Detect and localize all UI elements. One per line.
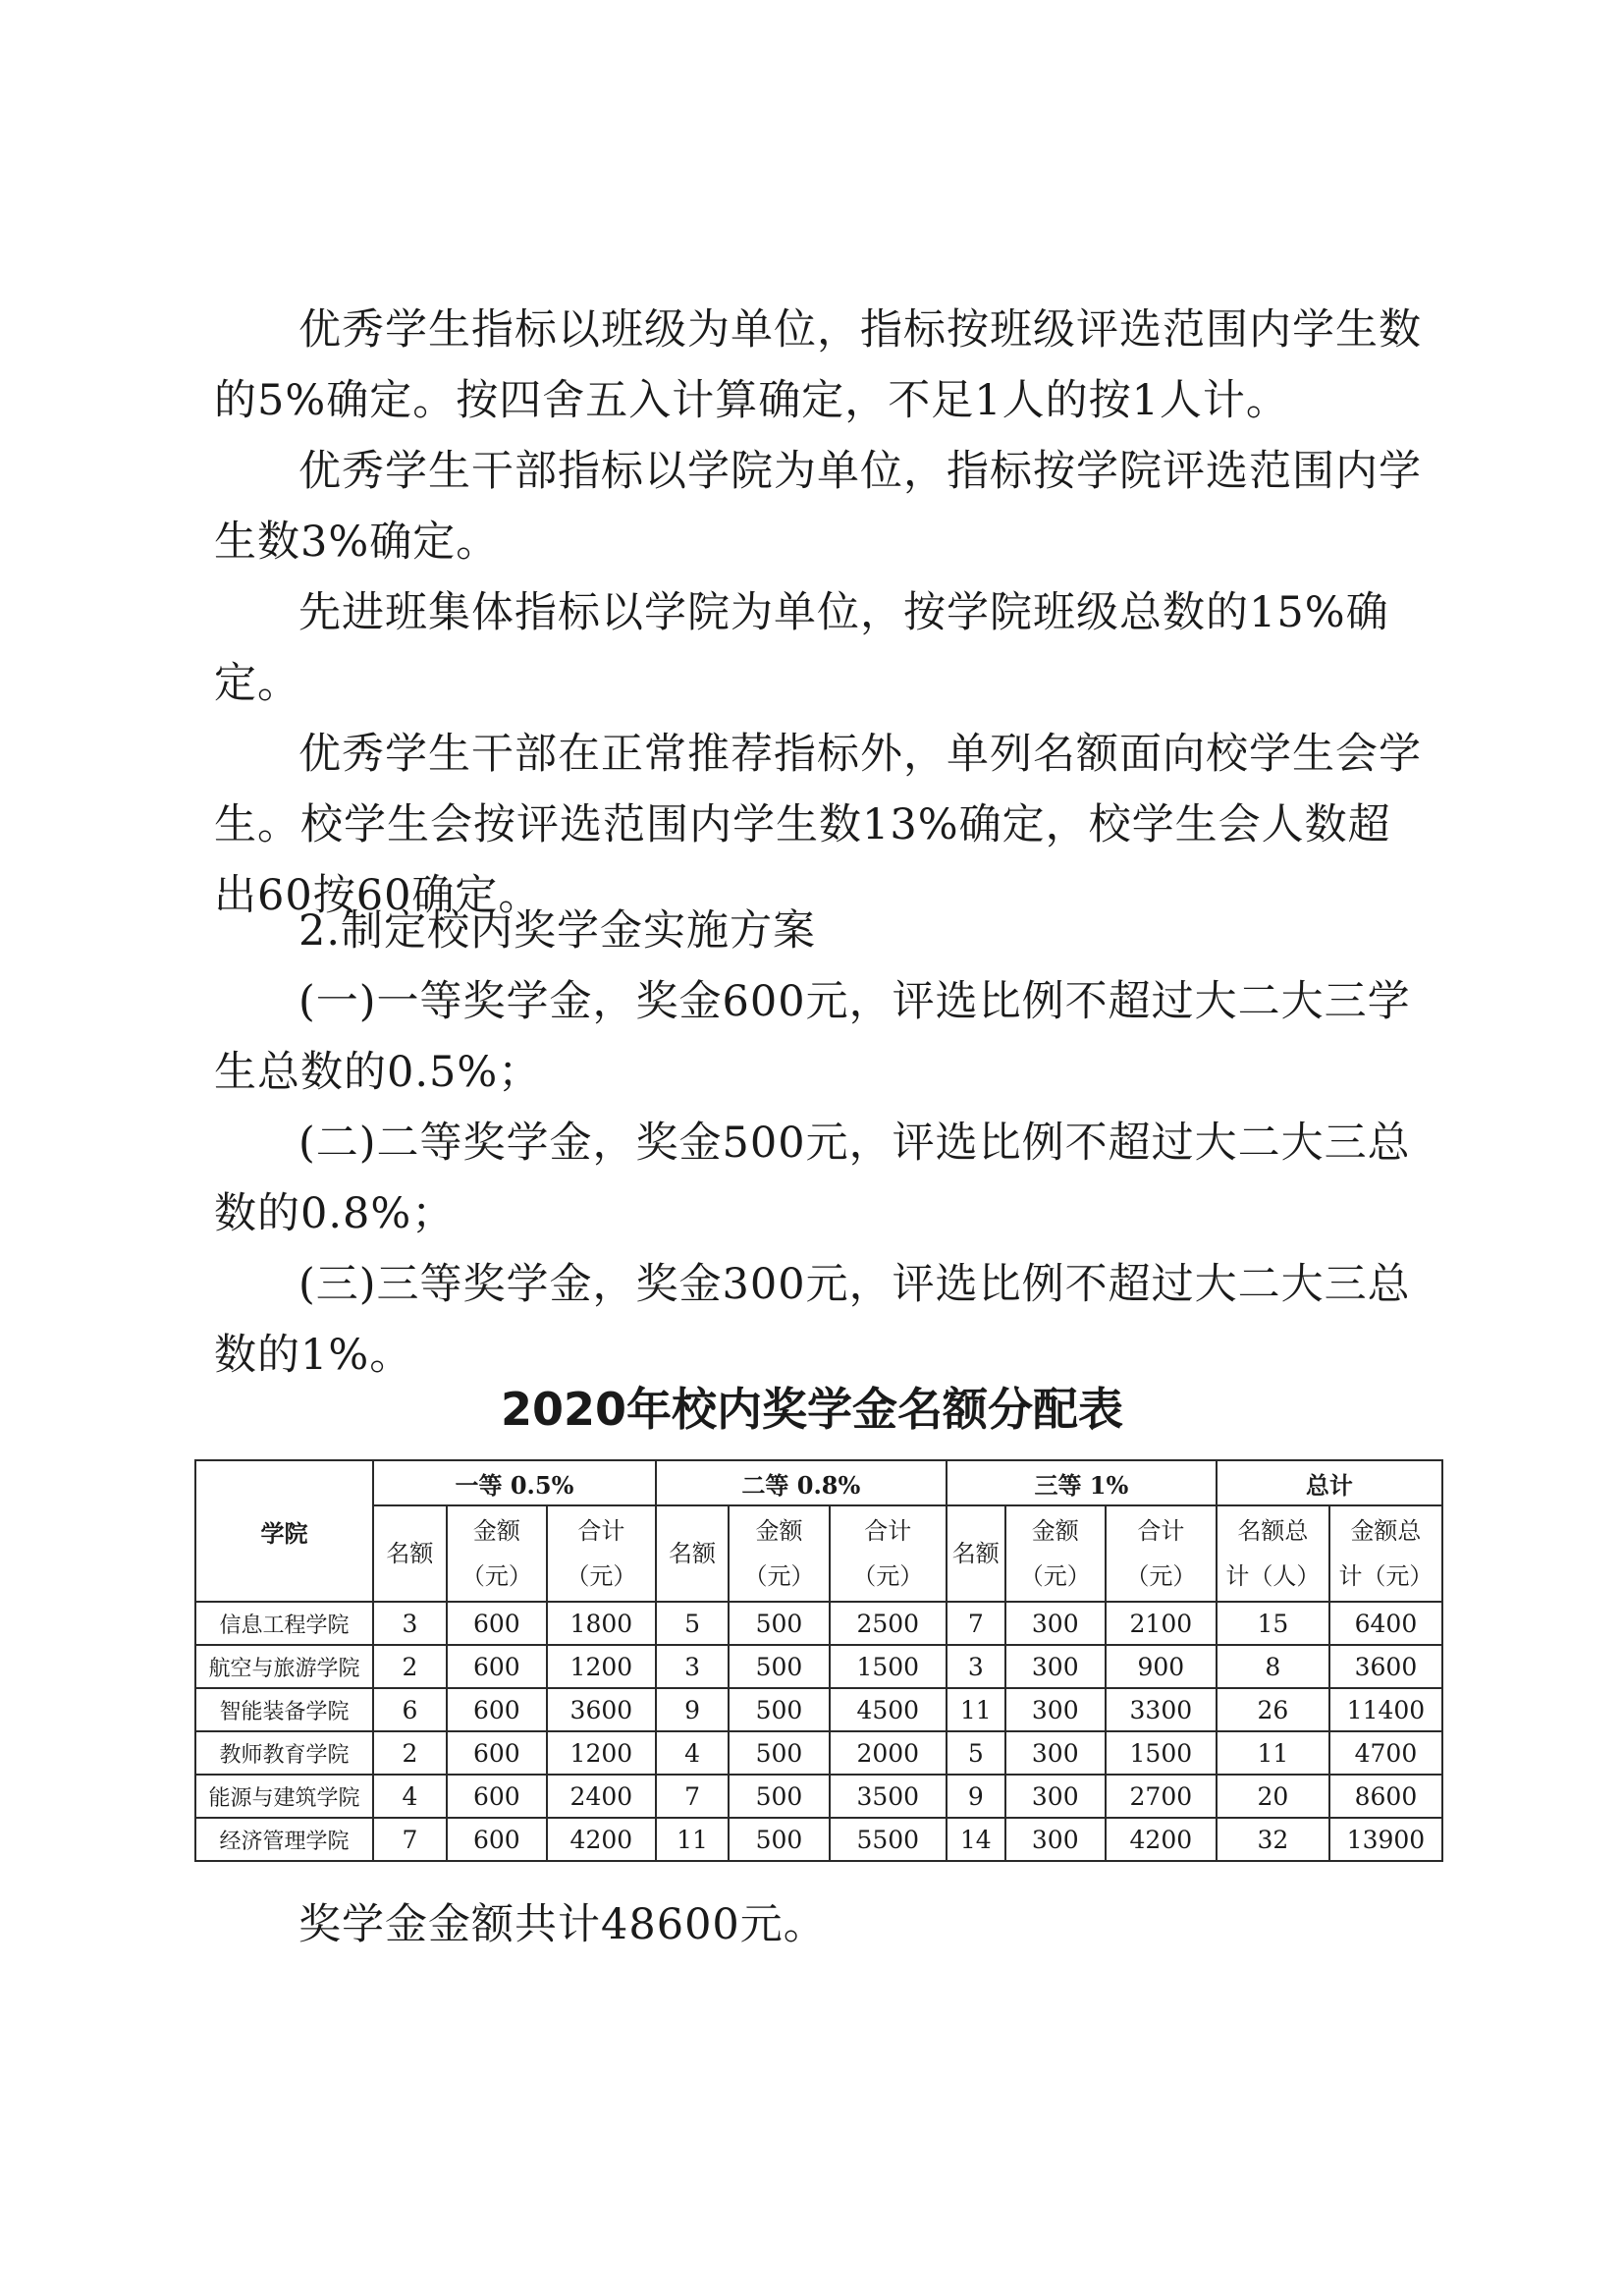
header-total: 总计 xyxy=(1217,1460,1442,1505)
scholarship-allocation-table xyxy=(194,1459,1443,1862)
paragraph-scholarship-plan: 2.制定校内奖学金实施方案 xyxy=(298,906,817,956)
cell-subtotal: 1500 xyxy=(830,1645,947,1688)
header-subtotal: 合计 （元） xyxy=(1106,1505,1217,1602)
cell-subtotal: 1500 xyxy=(1106,1731,1217,1775)
cell-sum-amount: 4700 xyxy=(1329,1731,1442,1775)
header-college: 学院 xyxy=(195,1460,373,1602)
paragraph-advanced-class: 先进班集体指标以学院为单位，按学院班级总数的15%确定。 xyxy=(214,588,1389,708)
paragraph-excellent-students: 优秀学生指标以班级为单位，指标按班级评选范围内学生数的5%确定。按四舍五入计算确定，不足1人的按1人计。 xyxy=(214,305,1422,425)
cell-amount: 500 xyxy=(729,1602,829,1645)
cell-subtotal: 3500 xyxy=(830,1775,947,1818)
header-sum-amount: 金额总 计（元） xyxy=(1329,1505,1442,1602)
cell-subtotal: 4500 xyxy=(830,1688,947,1731)
cell-sum-amount: 8600 xyxy=(1329,1775,1442,1818)
table-row xyxy=(195,1602,1442,1645)
header-count: 名额 xyxy=(947,1505,1005,1602)
cell-count: 3 xyxy=(656,1645,730,1688)
table-row xyxy=(195,1645,1442,1688)
cell-count: 11 xyxy=(656,1818,730,1861)
cell-sum-count: 26 xyxy=(1217,1688,1329,1731)
cell-sum-count: 11 xyxy=(1217,1731,1329,1775)
paragraph-first-prize: (一)一等奖学金，奖金600元，评选比例不超过大二大三学生总数的0.5%； xyxy=(214,977,1411,1097)
header-count: 名额 xyxy=(656,1505,730,1602)
cell-amount: 300 xyxy=(1005,1602,1106,1645)
header-second-prize: 二等 0.8% xyxy=(656,1460,947,1505)
cell-amount: 500 xyxy=(729,1645,829,1688)
cell-college: 能源与建筑学院 xyxy=(195,1775,373,1818)
cell-count: 4 xyxy=(656,1731,730,1775)
cell-amount: 500 xyxy=(729,1775,829,1818)
cell-amount: 600 xyxy=(447,1688,547,1731)
cell-amount: 500 xyxy=(729,1731,829,1775)
table-header-row-groups xyxy=(195,1460,1442,1505)
cell-count: 5 xyxy=(656,1602,730,1645)
cell-sum-amount: 3600 xyxy=(1329,1645,1442,1688)
table-row xyxy=(195,1775,1442,1818)
cell-count: 7 xyxy=(656,1775,730,1818)
cell-amount: 500 xyxy=(729,1688,829,1731)
cell-college: 智能装备学院 xyxy=(195,1688,373,1731)
cell-sum-amount: 6400 xyxy=(1329,1602,1442,1645)
header-count: 名额 xyxy=(373,1505,447,1602)
cell-subtotal: 4200 xyxy=(1106,1818,1217,1861)
paragraph-excellent-cadres: 优秀学生干部指标以学院为单位，指标按学院评选范围内学生数3%确定。 xyxy=(214,447,1422,567)
header-third-prize: 三等 1% xyxy=(947,1460,1217,1505)
cell-count: 2 xyxy=(373,1731,447,1775)
header-amount: 金额 （元） xyxy=(729,1505,829,1602)
scholarship-total-text: 奖学金金额共计48600元。 xyxy=(298,1900,827,1949)
cell-count: 7 xyxy=(373,1818,447,1861)
paragraph-second-prize: (二)二等奖学金，奖金500元，评选比例不超过大二大三总数的0.8%； xyxy=(214,1119,1411,1238)
cell-college: 信息工程学院 xyxy=(195,1602,373,1645)
cell-subtotal: 4200 xyxy=(547,1818,656,1861)
cell-count: 3 xyxy=(373,1602,447,1645)
cell-amount: 300 xyxy=(1005,1775,1106,1818)
table-title: 2020年校内奖学金名额分配表 xyxy=(500,1383,1124,1436)
cell-subtotal: 2700 xyxy=(1106,1775,1217,1818)
cell-sum-amount: 13900 xyxy=(1329,1818,1442,1861)
cell-subtotal: 2500 xyxy=(830,1602,947,1645)
cell-subtotal: 2100 xyxy=(1106,1602,1217,1645)
cell-subtotal: 2400 xyxy=(547,1775,656,1818)
table-row xyxy=(195,1731,1442,1775)
cell-amount: 600 xyxy=(447,1818,547,1861)
cell-subtotal: 1200 xyxy=(547,1645,656,1688)
cell-sum-count: 15 xyxy=(1217,1602,1329,1645)
cell-count: 7 xyxy=(947,1602,1005,1645)
table-row xyxy=(195,1688,1442,1731)
cell-sum-amount: 11400 xyxy=(1329,1688,1442,1731)
cell-count: 9 xyxy=(656,1688,730,1731)
header-subtotal: 合计 （元） xyxy=(830,1505,947,1602)
cell-amount: 600 xyxy=(447,1645,547,1688)
cell-subtotal: 3600 xyxy=(547,1688,656,1731)
cell-subtotal: 900 xyxy=(1106,1645,1217,1688)
header-amount: 金额 （元） xyxy=(447,1505,547,1602)
cell-college: 航空与旅游学院 xyxy=(195,1645,373,1688)
header-subtotal: 合计 （元） xyxy=(547,1505,656,1602)
cell-amount: 300 xyxy=(1005,1645,1106,1688)
cell-college: 教师教育学院 xyxy=(195,1731,373,1775)
cell-college: 经济管理学院 xyxy=(195,1818,373,1861)
header-amount: 金额 （元） xyxy=(1005,1505,1106,1602)
cell-subtotal: 1800 xyxy=(547,1602,656,1645)
cell-sum-count: 20 xyxy=(1217,1775,1329,1818)
cell-count: 11 xyxy=(947,1688,1005,1731)
cell-amount: 600 xyxy=(447,1775,547,1818)
cell-amount: 600 xyxy=(447,1602,547,1645)
cell-count: 4 xyxy=(373,1775,447,1818)
cell-count: 3 xyxy=(947,1645,1005,1688)
cell-amount: 300 xyxy=(1005,1731,1106,1775)
paragraph-third-prize: (三)三等奖学金，奖金300元，评选比例不超过大二大三总数的1%。 xyxy=(214,1260,1411,1380)
header-sum-count: 名额总 计（人） xyxy=(1217,1505,1329,1602)
cell-count: 9 xyxy=(947,1775,1005,1818)
cell-subtotal: 5500 xyxy=(830,1818,947,1861)
cell-subtotal: 2000 xyxy=(830,1731,947,1775)
cell-subtotal: 1200 xyxy=(547,1731,656,1775)
table-row xyxy=(195,1818,1442,1861)
cell-amount: 500 xyxy=(729,1818,829,1861)
cell-sum-count: 8 xyxy=(1217,1645,1329,1688)
cell-count: 2 xyxy=(373,1645,447,1688)
paragraph-student-union: 优秀学生干部在正常推荐指标外，单列名额面向校学生会学生。校学生会按评选范围内学生数13%确定，校学生会人数超出60按60确定。 xyxy=(214,730,1422,920)
cell-count: 14 xyxy=(947,1818,1005,1861)
cell-subtotal: 3300 xyxy=(1106,1688,1217,1731)
cell-count: 6 xyxy=(373,1688,447,1731)
cell-amount: 300 xyxy=(1005,1688,1106,1731)
table-header-row-sub xyxy=(195,1505,1442,1602)
header-first-prize: 一等 0.5% xyxy=(373,1460,656,1505)
cell-amount: 300 xyxy=(1005,1818,1106,1861)
cell-sum-count: 32 xyxy=(1217,1818,1329,1861)
cell-amount: 600 xyxy=(447,1731,547,1775)
cell-count: 5 xyxy=(947,1731,1005,1775)
